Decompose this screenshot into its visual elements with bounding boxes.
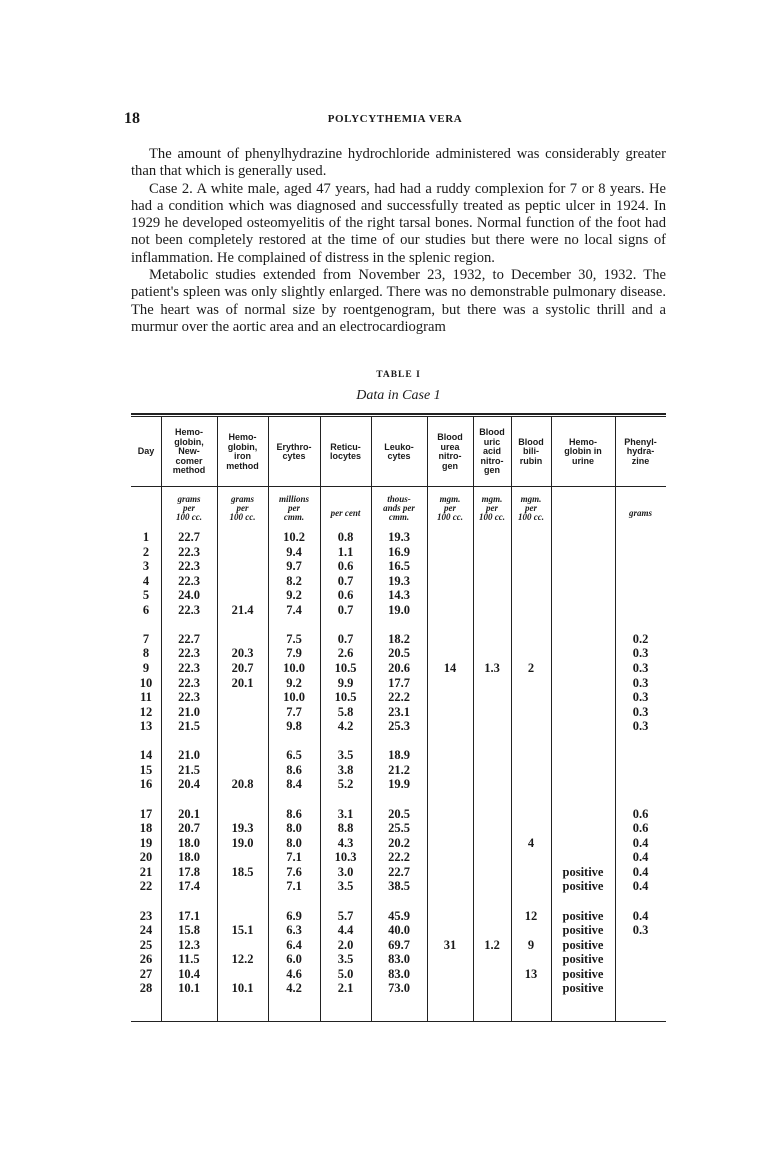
table-cell: 22.3 [178,602,200,617]
table-cell: 7.1 [286,879,302,894]
table-cell: 22.7 [388,864,410,879]
table-cell: 12 [524,908,538,923]
table-cell: 6.4 [286,937,302,952]
table-cell: 7.1 [286,850,302,865]
table-cell: 17.4 [178,879,200,894]
table-rule [131,486,666,487]
table-cell: 18.0 [178,835,200,850]
table-cell: 0.6 [337,559,354,574]
table-cell: 8.2 [286,573,302,588]
table-cell: 18.2 [388,631,410,646]
table-cell: 19.0 [388,602,410,617]
table-cell: positive [562,952,604,967]
table-cell: 3.5 [337,952,354,967]
table-cell: 0.2 [632,631,649,646]
column-header: Hemo- globin, iron method [226,432,259,471]
column-unit: grams per 100 cc. [176,494,202,522]
table-cell: 1.1 [337,544,354,559]
table-cell: 8 [142,646,150,661]
data-table [131,413,666,1023]
table-cell: 3.5 [337,748,354,763]
table-cell: 7.7 [286,704,302,719]
table-cell: 7.4 [286,602,302,617]
column-header: Hemo- globin in urine [564,436,602,466]
table-cell: 10.4 [178,966,200,981]
table-cell: 18.5 [231,864,254,879]
table-cell: 4 [527,835,535,850]
table-cell: 0.3 [632,704,649,719]
table-cell: 19.9 [388,777,410,792]
table-cell: 10.1 [178,981,200,996]
table-cell: 10.3 [334,850,357,865]
table-cell: 17.7 [388,675,410,690]
table-cell: 73.0 [388,981,410,996]
table-cell: 22.3 [178,544,200,559]
table-cell: 16 [139,777,153,792]
table-cell: 19.3 [231,821,254,836]
column-unit: millions per cmm. [278,494,309,522]
table-cell: 0.3 [632,675,649,690]
table-cell: 5.0 [337,966,354,981]
table-cell: 22.3 [178,573,200,588]
table-cell: 14.3 [388,588,410,603]
table-cell: 0.4 [632,864,649,879]
table-cell: 0.3 [632,690,649,705]
table-cell: 38.5 [388,879,410,894]
table-cell: 25.5 [388,821,410,836]
table-cell: 23 [139,908,153,923]
table-cell: 15.1 [231,923,254,938]
table-cell: 8.6 [286,806,302,821]
table-cell: 5.2 [337,777,354,792]
table-cell: 25 [139,937,153,952]
table-cell: 0.3 [632,923,649,938]
table-cell: 8.4 [286,777,302,792]
table-cell: 3 [142,559,150,574]
table-cell: 0.4 [632,835,649,850]
table-cell: 0.8 [337,530,354,544]
table-cell: 3.1 [337,806,354,821]
table-cell: 19.3 [388,573,410,588]
column-header: Erythro- cytes [276,441,312,461]
table-cell: 3.0 [337,864,354,879]
table-cell: 8.8 [337,821,354,836]
table-cell: positive [562,864,604,879]
table-cell: 4.4 [337,923,354,938]
column-header: Day [137,446,155,457]
table-cell: 10 [139,675,153,690]
table-cell: 18.0 [178,850,200,865]
body-text [131,146,666,336]
table-cell: 2 [527,661,535,675]
table-cell: 0.7 [337,602,354,617]
table-cell: 0.7 [337,631,354,646]
table-cell: 15 [139,762,153,777]
table-cell: 7 [142,631,150,646]
table-cell: 21.5 [178,719,200,734]
table-cell: 31 [443,937,457,952]
table-cell: 22.2 [388,850,410,865]
table-cell: 22.3 [178,661,200,675]
table-cell: 0.6 [337,588,354,603]
table-cell: 8.0 [286,821,302,836]
column-header: Blood urea nitro- gen [437,432,463,471]
table-cell: 2.1 [337,981,354,996]
table-cell: 16.9 [388,544,410,559]
table-cell: 4.2 [286,981,302,996]
column-header: Leuko- cytes [384,441,414,461]
table-cell: positive [562,923,604,938]
paragraph: The amount of phenylhydrazine hydrochloride administered was considerably greater than that which is generally used. [131,146,666,180]
paragraph: Case 2. A white male, aged 47 years, had had a ruddy complexion for 7 or 8 years. He had a condition which was diagnosed and successfully treated as peptic ulcer in 1924. In 1929 he developed osteomyelitis of the right tarsal bones. Normal function of the foot had not been completely restored at the time of our studies but there were no local signs of inflammation. He complained of distress in the splenic region. [131,180,666,266]
table-cell: 22.7 [178,631,200,646]
table-cell: 17.1 [178,908,200,923]
column-unit: grams [628,508,652,518]
table-cell: 9.2 [286,675,302,690]
table-cell: 10.5 [334,661,357,675]
table-cell: positive [562,937,604,952]
table-cell: 10.5 [334,690,357,705]
table-cell: 6 [142,602,150,617]
column-unit: mgm. per 100 cc. [518,494,544,522]
column-header: Hemo- globin, New- comer method [172,427,206,476]
table-cell: 20 [139,850,153,865]
table-cell: 24.0 [178,588,200,603]
table-cell: 2.6 [337,646,354,661]
table-cell: 8.0 [286,835,302,850]
table-cell: 20.1 [231,675,254,690]
table-cell: 14 [443,661,457,675]
table-cell: 19.3 [388,530,410,544]
table-cell: 9.2 [286,588,302,603]
table-cell: 22 [139,879,153,894]
column-unit: thous- ands per cmm. [383,494,415,522]
table-cell: 20.3 [231,646,254,661]
table-cell: 20.7 [178,821,200,836]
column-header: Phenyl- hydra- zine [624,436,657,466]
table-cell: 2.0 [337,937,354,952]
table-cell: 21.5 [178,762,200,777]
paragraph: Metabolic studies extended from November 23, 1932, to December 30, 1932. The patient's spleen was only slightly enlarged. There was no demonstrable pulmonary disease. The heart was of normal size by roentgenogram, but there was a systolic thrill and a murmur over the aortic area and an electrocardiogram [131,267,666,335]
table-cell: 9.9 [337,675,354,690]
table-cell: 14 [139,748,153,763]
table-cell: 0.6 [632,806,649,821]
table-cell: 1.3 [484,661,500,675]
table-cell: 9.4 [286,544,302,559]
table-rule [131,413,666,415]
table-cell: 20.5 [388,646,410,661]
table-cell: 69.7 [388,937,410,952]
table-cell: 5.7 [337,908,354,923]
table-cell: 6.9 [286,908,302,923]
table-cell: 22.7 [178,530,200,544]
column-unit: grams per 100 cc. [229,494,256,522]
table-cell: 5.8 [337,704,354,719]
table-cell: 20.8 [231,777,254,792]
table-label: TABLE I [376,370,421,380]
table-cell: 4.2 [337,719,354,734]
table-cell: positive [562,879,604,894]
table-cell: 83.0 [388,966,410,981]
table-cell: 0.4 [632,850,649,865]
table-cell: 20.6 [388,661,410,675]
table-cell: 2 [142,544,150,559]
table-cell: 0.3 [632,661,649,675]
table-cell: 9.8 [286,719,302,734]
table-cell: 11 [140,690,152,705]
table-cell: 10.1 [231,981,254,996]
table-cell: 11.5 [178,952,200,967]
table-cell: 22.3 [178,690,200,705]
table-cell: 18.9 [388,748,410,763]
table-cell: 17 [139,806,153,821]
table-cell: positive [562,981,604,996]
table-cell: 12.3 [178,937,200,952]
table-cell: 5 [142,588,150,603]
table-cell: 28 [139,981,153,996]
table-cell: 24 [139,923,153,938]
table-cell: positive [562,966,604,981]
table-cell: 19.0 [231,835,254,850]
table-cell: 12.2 [231,952,254,967]
table-cell: 22.3 [178,675,200,690]
table-cell: 0.7 [337,573,354,588]
table-cell: 20.5 [388,806,410,821]
table-cell: 6.5 [286,748,302,763]
table-rule [131,1021,666,1022]
table-cell: 17.8 [178,864,200,879]
table-cell: positive [562,908,604,923]
table-cell: 27 [139,966,153,981]
table-cell: 26 [139,952,153,967]
table-cell: 7.9 [286,646,302,661]
table-cell: 83.0 [388,952,410,967]
table-cell: 3.8 [337,762,354,777]
table-cell: 20.7 [231,661,254,675]
page-header [124,110,666,130]
table-cell: 19 [139,835,153,850]
table-cell: 1.2 [484,937,500,952]
table-cell: 9.7 [286,559,302,574]
table-cell: 12 [139,704,153,719]
table-cell: 18 [139,821,153,836]
table-cell: 4.6 [286,966,302,981]
table-title: Data in Case 1 [356,388,441,403]
table-cell: 4.3 [337,835,354,850]
table-cell: 7.6 [286,864,302,879]
table-cell: 22.3 [178,646,200,661]
table-cell: 20.2 [388,835,410,850]
table-cell: 0.6 [632,821,649,836]
table-cell: 4 [142,573,150,588]
running-title: POLYCYTHEMIA VERA [327,113,463,125]
table-cell: 45.9 [388,908,410,923]
table-cell: 20.4 [178,777,200,792]
table-rule [131,416,666,417]
table-cell: 40.0 [388,923,410,938]
table-cell: 0.3 [632,719,649,734]
table-cell: 16.5 [388,559,410,574]
column-header: Blood bili- rubin [518,436,544,466]
column-header: Blood uric acid nitro- gen [479,427,505,476]
table-cell: 21 [139,864,153,879]
table-cell: 8.6 [286,762,302,777]
table-cell: 10.0 [283,690,305,705]
table-cell: 1 [142,530,150,544]
table-cell: 13 [524,966,538,981]
table-cell: 25.3 [388,719,410,734]
table-cell: 21.2 [388,762,410,777]
table-cell: 6.3 [286,923,302,938]
table-cell: 7.5 [286,631,302,646]
table-cell: 10.0 [283,661,305,675]
table-cell: 9 [142,661,150,675]
table-cell: 3.5 [337,879,354,894]
column-unit: per cent [330,508,361,518]
table-cell: 23.1 [388,704,410,719]
table-cell: 6.0 [286,952,302,967]
column-header: Reticu- locytes [329,441,362,461]
table-cell: 21.4 [231,602,254,617]
column-unit: mgm. per 100 cc. [479,494,505,522]
table-cell: 0.4 [632,879,649,894]
table-cell: 0.3 [632,646,649,661]
table-cell: 21.0 [178,704,200,719]
table-cell: 10.2 [283,530,305,544]
table-cell: 13 [139,719,153,734]
table-cell: 22.2 [388,690,410,705]
table-cell: 0.4 [632,908,649,923]
page-number: 18 [124,110,140,127]
table-cell: 15.8 [178,923,200,938]
table-cell: 9 [527,937,535,952]
column-unit: mgm. per 100 cc. [437,494,463,522]
table-cell: 22.3 [178,559,200,574]
table-cell: 21.0 [178,748,200,763]
table-cell: 20.1 [178,806,200,821]
